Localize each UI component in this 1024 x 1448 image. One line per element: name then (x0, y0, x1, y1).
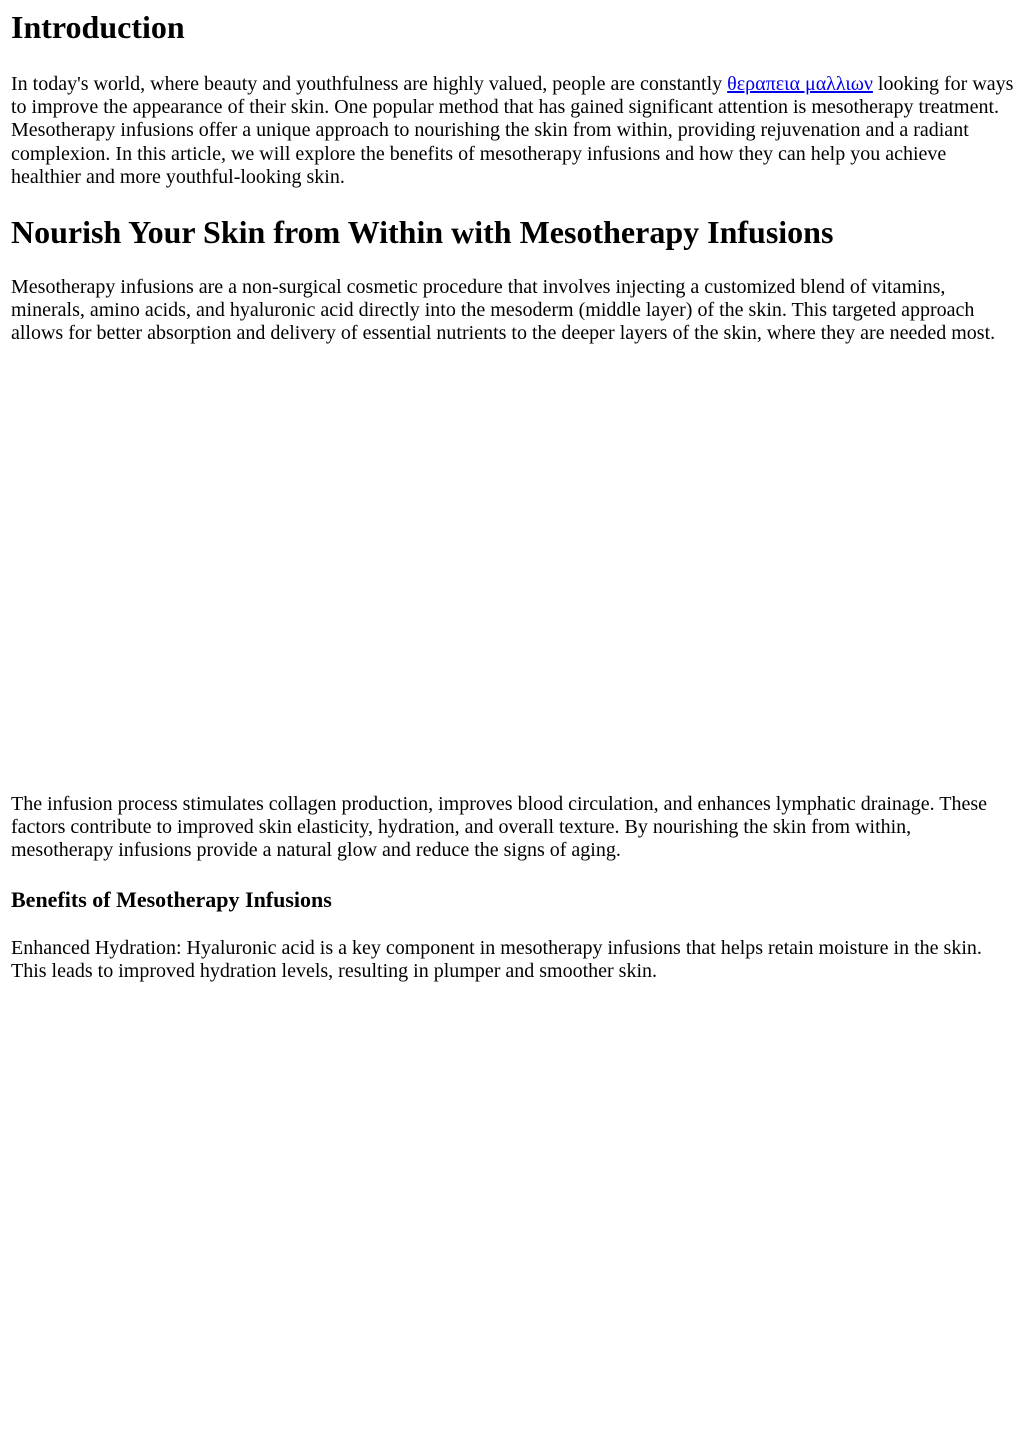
benefits-heading: Benefits of Mesotherapy Infusions (11, 887, 332, 913)
article-content (11, 0, 1015, 984)
hair-therapy-link[interactable]: θεραπεια μαλλιων (727, 73, 873, 95)
intro-paragraph (11, 73, 1015, 189)
nourish-heading: Nourish Your Skin from Within with Mesotherapy Infusions (11, 214, 834, 251)
blank-image-area (11, 346, 1015, 793)
intro-text-after-link: looking for ways to improve the appearance of their skin. One popular method that has gained significant attention is mesotherapy treatment. Mesotherapy infusions offer a unique approach to nourishing the skin from within, providing rejuvenation and a radiant complexion. In this article, we will explore the benefits of mesotherapy infusions and how they can help you achieve healthier and more youthful-looking skin. (11, 73, 1014, 188)
infusion-process-paragraph: The infusion process stimulates collagen production, improves blood circulation, and enhances lymphatic drainage. These factors contribute to improved skin elasticity, hydration, and overall texture. By nourishing the skin from within, mesotherapy infusions provide a natural glow and reduce the signs of aging. (11, 792, 988, 862)
hydration-paragraph: Enhanced Hydration: Hyaluronic acid is a key component in mesotherapy infusions that helps retain moisture in the skin. This leads to improved hydration levels, resulting in plumper and smoother skin. (11, 937, 982, 983)
intro-heading: Introduction (11, 9, 185, 45)
nourish-paragraph: Mesotherapy infusions are a non-surgical cosmetic procedure that involves injecting a customized blend of vitamins, minerals, amino acids, and hyaluronic acid directly into the mesoderm (middle layer) of the skin. This targeted approach allows for better absorption and delivery of essential nutrients to the deeper layers of the skin, where they are needed most. (11, 276, 996, 345)
intro-text-before-link: In today's world, where beauty and youthfulness are highly valued, people are constantly (11, 73, 728, 95)
